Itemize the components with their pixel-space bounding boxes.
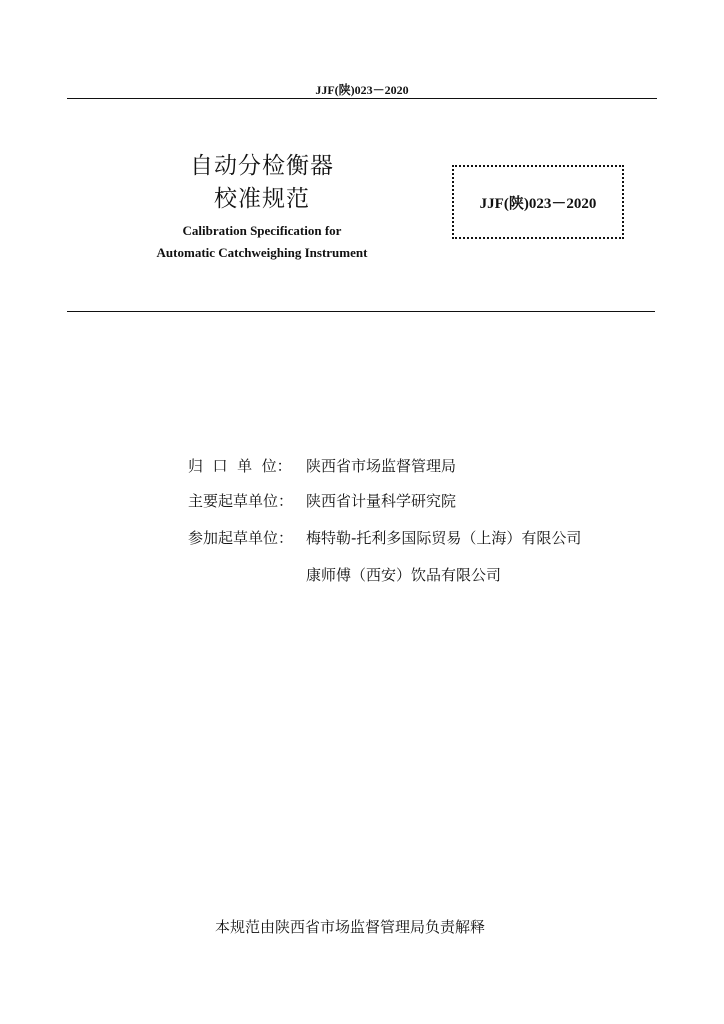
title-chinese-line-2: 校准规范 <box>214 186 310 212</box>
section-divider <box>67 311 655 312</box>
title-english-line-1: Calibration Specification for <box>182 223 342 238</box>
title-block <box>140 150 384 264</box>
footer-interpretation-note: 本规范由陕西省市场监督管理局负责解释 <box>214 918 485 936</box>
main-drafter-value: 陕西省计量科学研究院 <box>306 492 457 510</box>
authority-row <box>188 456 456 476</box>
participant-1: 梅特勒-托利多国际贸易（上海）有限公司 <box>306 529 582 547</box>
authority-label: 归 口 单 位： <box>188 457 292 475</box>
title-english-line-2: Automatic Catchweighing Instrument <box>156 245 368 260</box>
specification-code: JJF(陕)023－2020 <box>479 195 597 212</box>
header-document-code: JJF(陕)023－2020 <box>315 83 409 97</box>
main-drafter-label: 主要起草单位： <box>188 492 294 510</box>
participants-row <box>188 528 581 548</box>
specification-code-box <box>452 165 624 239</box>
header-divider <box>67 98 657 99</box>
participant-2: 康师傅（西安）饮品有限公司 <box>306 566 502 584</box>
title-chinese-line-1: 自动分检衡器 <box>190 153 334 179</box>
participants-row-2 <box>188 565 501 585</box>
participants-label: 参加起草单位： <box>188 529 294 547</box>
authority-value: 陕西省市场监督管理局 <box>306 457 457 475</box>
main-drafter-row <box>188 491 456 511</box>
